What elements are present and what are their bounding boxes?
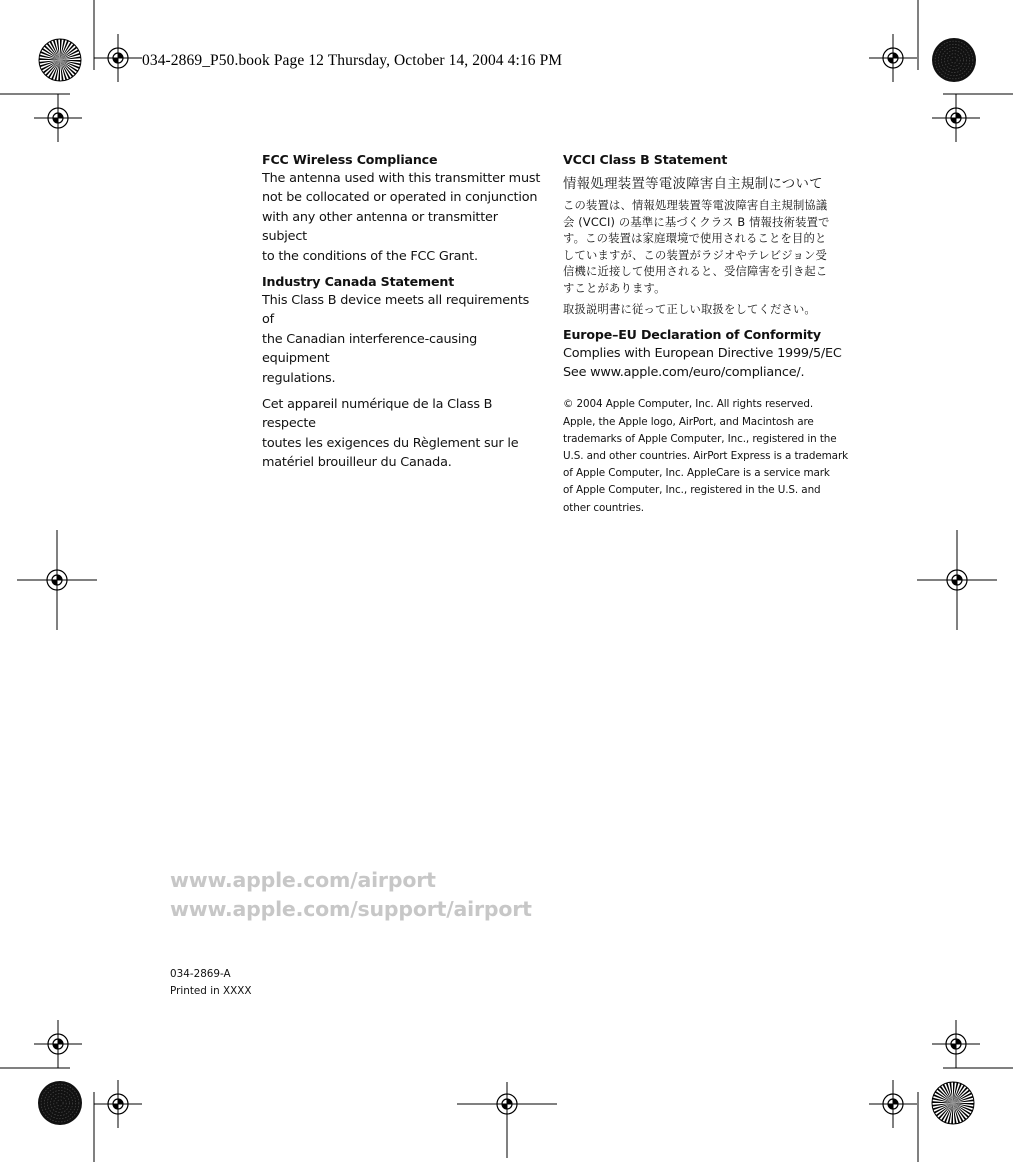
eu-conformity-section: [563, 326, 853, 383]
fcc-line: not be collocated or operated in conjunction: [262, 190, 538, 206]
part-number: 034-2869-A: [170, 968, 231, 980]
vcci-japanese-line: この装置は、情報処理装置等電波障害自主規制協議: [563, 199, 828, 212]
eu-conformity-heading: Europe–EU Declaration of Conformity: [563, 326, 821, 342]
fcc-heading: FCC Wireless Compliance: [262, 152, 438, 167]
right-column: [563, 151, 853, 517]
vcci-japanese-line: していますが、この装置がラジオやテレビジョン受: [563, 248, 827, 262]
copyright-line: Apple, the Apple logo, AirPort, and Macintosh are: [563, 415, 814, 428]
vcci-japanese-line: 信機に近接して使用されると、受信障害を引き起こ: [563, 265, 828, 279]
copyright-line: trademarks of Apple Computer, Inc., registered in the: [563, 432, 837, 445]
vcci-japanese-line: 会 (VCCI) の基準に基づくクラス B 情報技術装置で: [563, 215, 830, 229]
support-url: www.apple.com/support/airport: [170, 897, 532, 921]
industry-canada-french-line: toutes les exigences du Règlement sur le: [262, 435, 519, 451]
website-links: [170, 866, 532, 924]
vcci-japanese-title: 情報処理装置等電波障害自主規制について: [563, 177, 823, 192]
industry-canada-line: regulations.: [262, 370, 336, 386]
vcci-japanese-line: す。この装置は家庭環境で使用されることを目的と: [563, 232, 827, 246]
book-slug-line: 034-2869_P50.book Page 12 Thursday, October 14, 2004 4:16 PM: [142, 52, 563, 69]
copyright-notice: [563, 396, 853, 516]
fcc-line: with any other antenna or transmitter subject: [262, 209, 498, 245]
vcci-heading: VCCI Class B Statement: [563, 152, 728, 167]
eu-conformity-line: See www.apple.com/euro/compliance/.: [563, 364, 805, 380]
printed-in: Printed in XXXX: [170, 984, 252, 997]
copyright-line: U.S. and other countries. AirPort Express is a trademark: [563, 449, 849, 462]
airport-url: www.apple.com/airport: [170, 868, 436, 892]
industry-canada-line: the Canadian interference-causing equipment: [262, 331, 478, 367]
copyright-line: of Apple Computer, Inc. AppleCare is a service mark: [563, 467, 830, 480]
left-column: [262, 151, 544, 473]
fcc-section: [262, 151, 544, 266]
vcci-japanese-line: すことがあります。: [563, 281, 666, 295]
part-number-block: [170, 966, 251, 999]
vcci-section: [563, 151, 853, 318]
industry-canada-french-line: Cet appareil numérique de la Class B respecte: [262, 397, 493, 432]
copyright-line: other countries.: [563, 501, 644, 514]
industry-canada-french-line: matériel brouilleur du Canada.: [262, 455, 452, 471]
fcc-line: The antenna used with this transmitter must: [262, 171, 541, 186]
eu-conformity-line: Complies with European Directive 1999/5/EC: [563, 345, 842, 361]
copyright-line: © 2004 Apple Computer, Inc. All rights reserved.: [563, 398, 814, 411]
industry-canada-heading: Industry Canada Statement: [262, 274, 455, 290]
copyright-line: of Apple Computer, Inc., registered in the U.S. and: [563, 484, 821, 497]
vcci-japanese-note: 取扱説明書に従って正しい取扱をしてください。: [563, 302, 816, 316]
industry-canada-line: This Class B device meets all requirements of: [262, 293, 530, 328]
fcc-line: to the conditions of the FCC Grant.: [262, 248, 478, 264]
industry-canada-section: [262, 273, 544, 473]
